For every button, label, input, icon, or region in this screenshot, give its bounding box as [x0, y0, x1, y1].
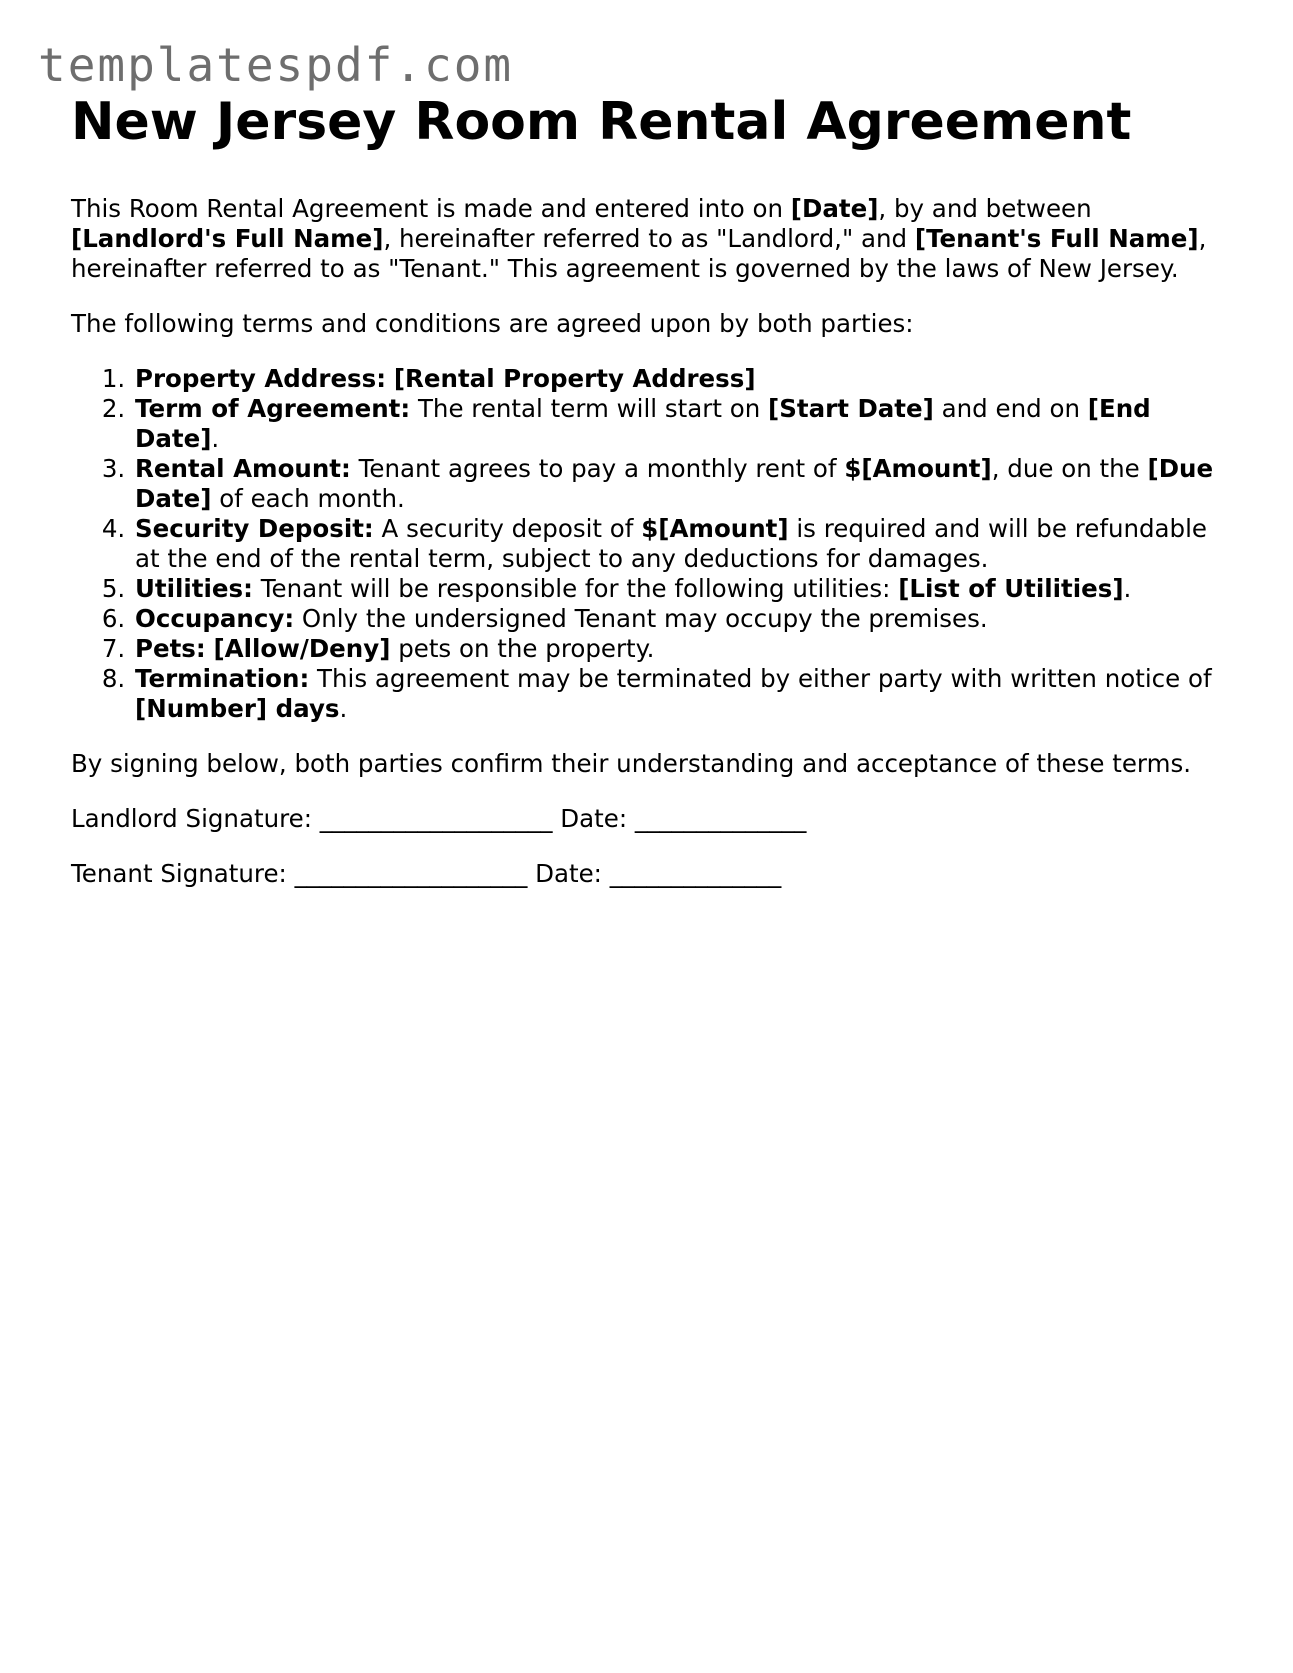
terms-list: [71, 364, 1221, 724]
term-label: Term of Agreement:: [135, 394, 411, 423]
term-text: A security deposit of: [373, 514, 642, 543]
document-title: New Jersey Room Rental Agreement: [71, 92, 1132, 152]
term-text: and end on: [933, 394, 1088, 423]
document-page: [71, 88, 1221, 889]
term-security-deposit: [133, 514, 1221, 574]
intro-text-3: , hereinafter referred to as "Landlord," and: [383, 224, 915, 253]
term-label: Security Deposit:: [135, 514, 374, 543]
term-label: Rental Amount:: [135, 454, 351, 483]
term-label: Occupancy:: [135, 604, 295, 633]
term-text: is required and will be refundable at the end of the rental term, subject to any deductions for damages.: [135, 514, 1207, 573]
term-property-address: [133, 364, 1221, 394]
term-text: , due on the: [991, 454, 1148, 483]
term-text: This agreement may be terminated by either party with written notice of: [309, 664, 1212, 693]
term-occupancy: [133, 604, 1221, 634]
tenant-signature-line: Tenant Signature: ___________________ Date: ______________: [71, 859, 782, 888]
term-text: Tenant agrees to pay a monthly rent of: [350, 454, 845, 483]
term-text: .: [211, 424, 220, 453]
watermark: templatespdf.com: [38, 38, 514, 92]
intro-text-1: This Room Rental Agreement is made and entered into on: [71, 194, 791, 223]
term-text: Tenant will be responsible for the following utilities:: [252, 574, 899, 603]
term-rental-amount: [133, 454, 1221, 514]
term-text: Only the undersigned Tenant may occupy the premises.: [294, 604, 988, 633]
term-text: .: [339, 694, 348, 723]
intro-text-4: , hereinafter referred to as "Tenant." This agreement is governed by the laws of New Jersey.: [71, 224, 1207, 283]
term-termination: [133, 664, 1221, 724]
tenant-name-field: [Tenant's Full Name]: [914, 224, 1199, 253]
intro-text-2: , by and between: [878, 194, 1092, 223]
term-text: .: [1123, 574, 1132, 603]
rent-amount-field: $[Amount]: [844, 454, 992, 483]
intro-paragraph: [71, 194, 1221, 284]
term-agreement-term: [133, 394, 1221, 454]
closing-paragraph: By signing below, both parties confirm their understanding and acceptance of these terms.: [71, 749, 1191, 778]
start-date-field: [Start Date]: [768, 394, 934, 423]
term-text: The rental term will start on: [410, 394, 769, 423]
term-pets: [133, 634, 1221, 664]
property-address-field: [Rental Property Address]: [393, 364, 756, 393]
landlord-name-field: [Landlord's Full Name]: [71, 224, 384, 253]
due-date-field: [Due Date]: [135, 454, 1214, 513]
landlord-signature-line: Landlord Signature: ___________________ Date: ______________: [71, 804, 807, 833]
deposit-amount-field: $[Amount]: [641, 514, 789, 543]
terms-lead: The following terms and conditions are agreed upon by both parties:: [71, 309, 914, 338]
term-label: Property Address:: [135, 364, 387, 393]
end-date-field: [End Date]: [135, 394, 1151, 453]
term-label: Utilities:: [135, 574, 253, 603]
notice-days-field: [Number] days: [135, 694, 340, 723]
pets-choice-field: [Allow/Deny]: [213, 634, 391, 663]
term-utilities: [133, 574, 1221, 604]
utilities-list-field: [List of Utilities]: [898, 574, 1124, 603]
term-label: Pets:: [135, 634, 206, 663]
term-label: Termination:: [135, 664, 310, 693]
term-text: of each month.: [211, 484, 405, 513]
term-text: pets on the property.: [390, 634, 655, 663]
agreement-date-field: [Date]: [790, 194, 879, 223]
